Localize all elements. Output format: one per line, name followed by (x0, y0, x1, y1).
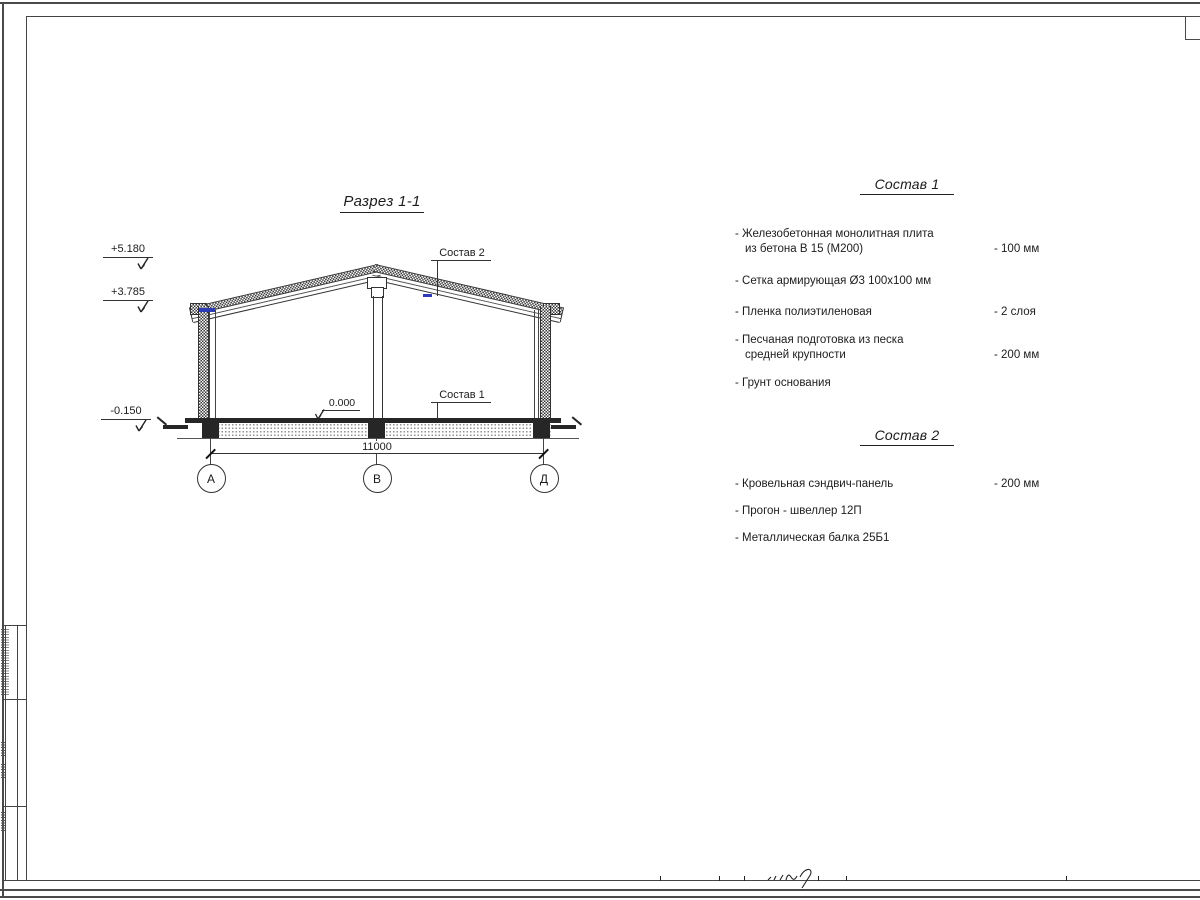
signature-scribble (762, 864, 822, 892)
material-item (735, 305, 1065, 320)
material-text: - Железобетонная монолитная плита (735, 228, 934, 240)
frame-left (26, 16, 27, 881)
material-item (735, 376, 1065, 391)
grid-axis-b: В (363, 464, 392, 493)
sheet-edge-bottom-1 (0, 889, 1200, 891)
material-text: - Песчаная подготовка из песка (735, 334, 904, 346)
material-text: - Кровельная сэндвич-панель (735, 478, 894, 490)
stamp-corner-box (1185, 16, 1200, 40)
wall-panel-left (198, 306, 209, 420)
roof-sandwich-panel-hatch (373, 265, 563, 315)
material-text-cont: из бетона В 15 (М200) (745, 242, 864, 255)
level-arrow-icon (314, 409, 327, 421)
roof-beam-line (371, 276, 560, 323)
composition1-heading: Состав 1 (860, 176, 954, 195)
roof-beam-line (193, 276, 382, 323)
roof-leader-label: Состав 2 (439, 247, 485, 259)
column-center (373, 296, 383, 420)
grid-axis-d: Д (530, 464, 559, 493)
material-item (735, 531, 1065, 546)
elevation-ridge-value: +5.180 (111, 243, 145, 255)
material-text: - Грунт основания (735, 377, 831, 389)
ground-break-tick-left (157, 416, 167, 425)
roof-leader-vline (437, 261, 438, 296)
elevation-floor-line (322, 410, 360, 411)
titleblock-tick (744, 876, 745, 881)
margin-strip-divider-1 (2, 625, 27, 626)
elevation-eave-value: +3.785 (111, 286, 145, 298)
margin-strip-microtext-3 (1, 742, 5, 756)
level-arrow-icon (136, 300, 152, 314)
elevation-base-value: -0.150 (110, 405, 142, 417)
titleblock-tick (1066, 876, 1067, 881)
composition2-heading: Состав 2 (860, 427, 954, 446)
margin-strip-microtext-5 (1, 812, 5, 832)
titleblock-tick (660, 876, 661, 881)
material-item (735, 504, 1065, 519)
material-item (735, 274, 1065, 289)
floor-leader-vline (437, 403, 438, 419)
column-right-line-1 (534, 310, 535, 420)
column-left-line-2 (215, 310, 216, 420)
material-item (735, 227, 1065, 256)
roof-slope-right (372, 264, 564, 322)
floor-leader-shelf (431, 402, 491, 403)
roof-sandwich-panel-hatch (190, 265, 380, 315)
titleblock-tick (846, 876, 847, 881)
ground-line (177, 438, 579, 439)
material-value: - 2 слоя (994, 306, 1036, 318)
foundation-center (368, 418, 385, 439)
material-text-cont: средней крупности (745, 348, 846, 361)
margin-strip-divider-3 (2, 806, 27, 807)
elevation-floor-value: 0.000 (328, 397, 356, 409)
foundation-right (533, 418, 550, 439)
material-value: - 100 мм (994, 242, 1040, 255)
material-text: - Металлическая балка 25Б1 (735, 532, 890, 544)
dimension-value: 11000 (353, 441, 401, 453)
connection-mark-ridge (423, 294, 432, 297)
sheet-edge-bottom-2 (0, 896, 1200, 898)
dimension-line (210, 453, 544, 454)
grid-axis-a: А (197, 464, 226, 493)
ground-break-mark-right (551, 425, 576, 429)
material-text: - Пленка полиэтиленовая (735, 306, 872, 318)
margin-strip-vline-2 (17, 625, 18, 881)
ground-break-tick-right (572, 416, 582, 425)
sheet-edge-left (2, 2, 4, 896)
roof-slope-left (189, 264, 381, 322)
column-right-line-2 (538, 310, 539, 420)
material-text: - Прогон - швеллер 12П (735, 505, 862, 517)
material-value: - 200 мм (994, 348, 1040, 361)
sheet-edge-top (0, 2, 1200, 4)
frame-top (26, 16, 1200, 17)
margin-strip-divider-2 (2, 699, 27, 700)
material-item (735, 477, 1065, 492)
level-arrow-icon (136, 257, 152, 271)
margin-strip-microtext-2 (6, 629, 9, 695)
floor-leader-label: Состав 1 (439, 389, 485, 401)
material-text: - Сетка армирующая Ø3 100х100 мм (735, 275, 932, 287)
titleblock-tick (719, 876, 720, 881)
material-value: - 200 мм (994, 478, 1040, 490)
frame-bottom (2, 880, 1200, 881)
ground-break-mark-left (163, 425, 188, 429)
section-title: Разрез 1-1 (340, 193, 424, 213)
roof-leader-shelf (431, 260, 491, 261)
level-arrow-icon (134, 419, 150, 433)
connection-mark-eave (199, 308, 215, 312)
wall-panel-right (540, 306, 551, 420)
foundation-left (202, 418, 219, 439)
material-item (735, 333, 1065, 362)
column-left-line-1 (209, 310, 210, 420)
margin-strip-microtext-4 (1, 764, 5, 778)
margin-strip-microtext-1 (1, 629, 5, 695)
